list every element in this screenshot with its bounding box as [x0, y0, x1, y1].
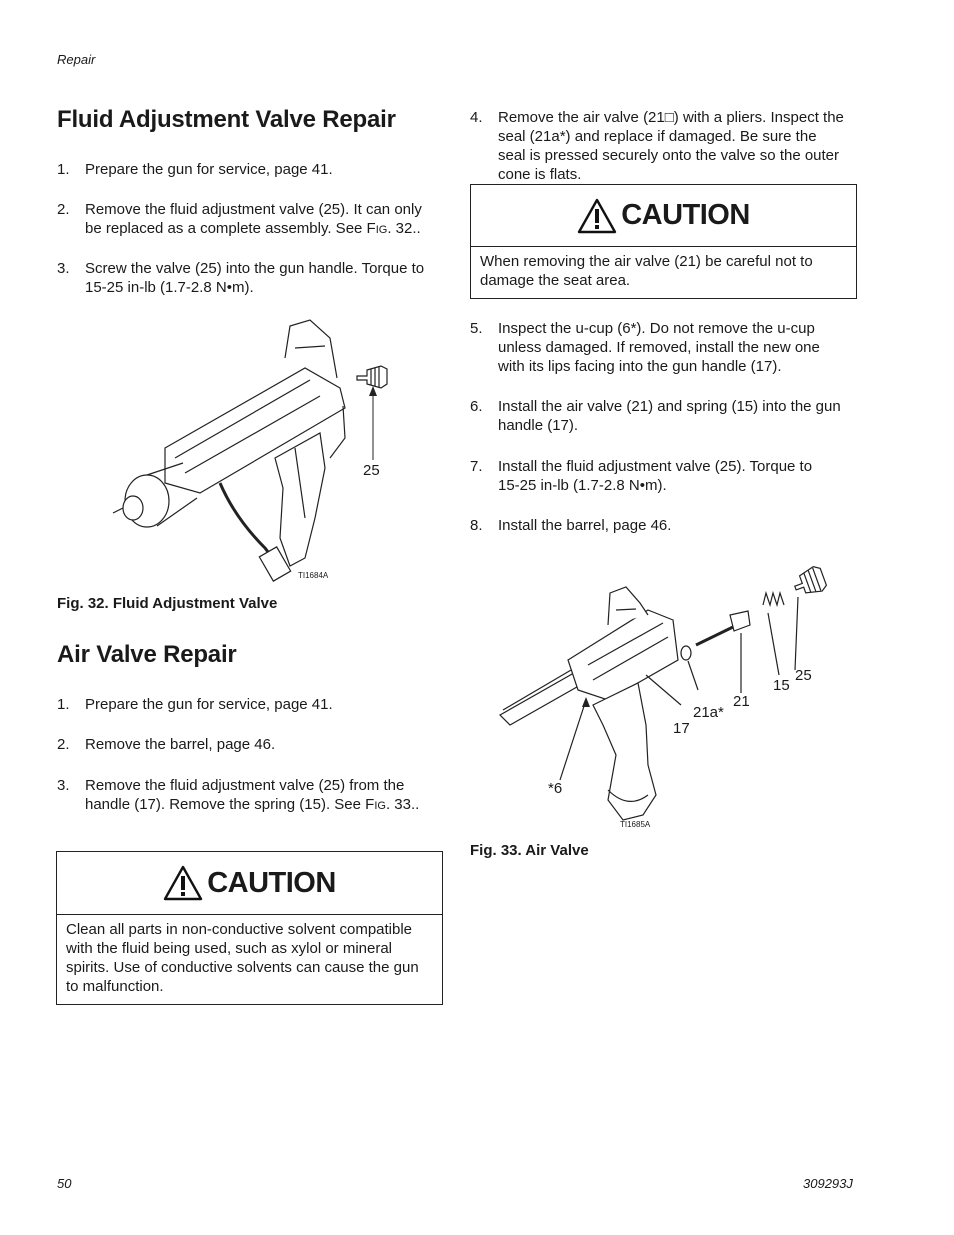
callout-21a: 21a*: [693, 704, 724, 721]
caution-box-left: [56, 851, 443, 1005]
page-number: 50: [57, 1176, 72, 1191]
caution-header: [471, 185, 856, 247]
section-title-air-valve: Air Valve Repair: [57, 641, 237, 668]
callout-25-fig32: 25: [363, 462, 380, 479]
callout-17: 17: [673, 720, 690, 737]
figure-id-32: TI1684A: [298, 571, 329, 580]
caution-box-right: [470, 184, 857, 299]
caution-text: Clean all parts in non-conductive solvent compatible with the fluid being used, such as xylol or mineral spirits. Use of conductive solvents can cause the gun to malfunction.: [66, 921, 419, 995]
caution-word: CAUTION: [621, 199, 750, 231]
step-3: 3. Screw the valve (25) into the gun handle. Torque to 15-25 in-lb (1.7-2.8 N•m).: [57, 260, 425, 296]
step-5: 5. Inspect the u-cup (6*). Do not remove the u-cup unless damaged. If removed, install the new one with its lips facing into the gun handle (17).: [470, 320, 820, 375]
callout-25-fig33: 25: [795, 667, 812, 684]
warning-triangle-icon: [163, 865, 203, 901]
caution-text: When removing the air valve (21) be careful not to damage the seat area.: [480, 253, 813, 289]
callout-15: 15: [773, 677, 790, 694]
warning-triangle-icon: [577, 198, 617, 234]
document-number: 309293J: [803, 1176, 853, 1191]
figure-32-fluid-adjustment-valve: [105, 318, 395, 583]
caution-header: [57, 852, 442, 915]
figure-caption-33: Fig. 33. Air Valve: [470, 842, 589, 859]
step-2: 2. Remove the fluid adjustment valve (25). It can only be replaced as a complete assembly. See FIG. 32..: [57, 201, 422, 237]
figure-caption-32: Fig. 32. Fluid Adjustment Valve: [57, 595, 278, 612]
step-7: 7. Install the fluid adjustment valve (25). Torque to 15-25 in-lb (1.7-2.8 N•m).: [470, 458, 813, 494]
section-title-fluid-valve: Fluid Adjustment Valve Repair: [57, 106, 396, 133]
air-step-3: 3. Remove the fluid adjustment valve (25) from the handle (17). Remove the spring (15). See FIG. 33..: [57, 777, 420, 813]
running-header: Repair: [57, 52, 96, 67]
step-4: 4. Remove the air valve (21□) with a pliers. Inspect the seal (21a*) and replace if damaged. Be sure the seal is pressed securely onto the valve so the outer cone is flats.: [470, 109, 844, 183]
step-6: 6. Install the air valve (21) and spring (15) into the gun handle (17).: [470, 398, 841, 434]
callout-6: *6: [548, 780, 563, 797]
caution-word: CAUTION: [207, 866, 336, 899]
callout-21: 21: [733, 693, 750, 710]
figure-id-33: TI1685A: [620, 820, 651, 829]
